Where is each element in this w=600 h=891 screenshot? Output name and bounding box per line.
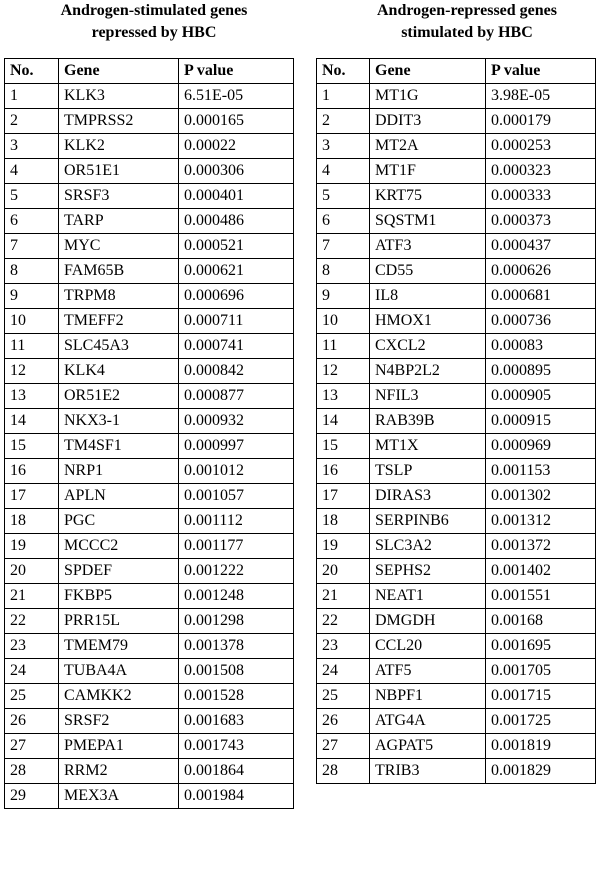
table-row xyxy=(317,409,596,434)
cell-gene: CXCL2 xyxy=(370,334,486,359)
cell-p-value: 0.000932 xyxy=(179,409,294,434)
cell-p-value: 0.000905 xyxy=(486,384,596,409)
cell-gene: ATG4A xyxy=(370,709,486,734)
table-row xyxy=(5,484,294,509)
table-row xyxy=(5,709,294,734)
cell-p-value: 0.001222 xyxy=(179,559,294,584)
cell-no: 14 xyxy=(5,409,59,434)
cell-gene: PRR15L xyxy=(59,609,179,634)
cell-no: 24 xyxy=(5,659,59,684)
cell-gene: TMEM79 xyxy=(59,634,179,659)
cell-p-value: 0.001057 xyxy=(179,484,294,509)
table-row xyxy=(5,459,294,484)
header-gene: Gene xyxy=(370,59,486,84)
cell-p-value: 0.000915 xyxy=(486,409,596,434)
table-row xyxy=(317,284,596,309)
header-p-value: P value xyxy=(179,59,294,84)
cell-p-value: 0.000997 xyxy=(179,434,294,459)
cell-gene: MT2A xyxy=(370,134,486,159)
cell-gene: CCL20 xyxy=(370,634,486,659)
left-title-line2: repressed by HBC xyxy=(91,24,217,41)
table-row xyxy=(317,259,596,284)
cell-p-value: 0.00022 xyxy=(179,134,294,159)
cell-gene: SRSF3 xyxy=(59,184,179,209)
cell-p-value: 0.001551 xyxy=(486,584,596,609)
cell-no: 11 xyxy=(317,334,370,359)
cell-p-value: 0.000306 xyxy=(179,159,294,184)
right-title-line1: Androgen-repressed genes xyxy=(377,2,557,19)
cell-p-value: 0.001695 xyxy=(486,634,596,659)
cell-p-value: 0.000736 xyxy=(486,309,596,334)
table-row xyxy=(5,159,294,184)
cell-gene: APLN xyxy=(59,484,179,509)
cell-p-value: 0.000741 xyxy=(179,334,294,359)
cell-gene: MCCC2 xyxy=(59,534,179,559)
cell-no: 19 xyxy=(5,534,59,559)
cell-gene: MT1F xyxy=(370,159,486,184)
cell-p-value: 0.000179 xyxy=(486,109,596,134)
cell-gene: KRT75 xyxy=(370,184,486,209)
header-no: No. xyxy=(5,59,59,84)
cell-p-value: 0.000401 xyxy=(179,184,294,209)
cell-no: 12 xyxy=(317,359,370,384)
table-row xyxy=(317,709,596,734)
left-table-title xyxy=(14,0,294,58)
cell-no: 4 xyxy=(5,159,59,184)
cell-p-value: 0.001302 xyxy=(486,484,596,509)
cell-gene: TMEFF2 xyxy=(59,309,179,334)
table-row xyxy=(5,109,294,134)
cell-gene: AGPAT5 xyxy=(370,734,486,759)
table-row xyxy=(5,609,294,634)
cell-gene: SERPINB6 xyxy=(370,509,486,534)
cell-no: 21 xyxy=(317,584,370,609)
table-row xyxy=(317,559,596,584)
cell-no: 25 xyxy=(5,684,59,709)
table-row xyxy=(317,84,596,109)
cell-gene: IL8 xyxy=(370,284,486,309)
cell-no: 17 xyxy=(317,484,370,509)
cell-no: 22 xyxy=(5,609,59,634)
cell-gene: CD55 xyxy=(370,259,486,284)
cell-gene: MEX3A xyxy=(59,784,179,809)
table-row xyxy=(317,209,596,234)
table-row xyxy=(317,634,596,659)
cell-p-value: 0.001248 xyxy=(179,584,294,609)
androgen-repressed-panel xyxy=(316,0,598,784)
cell-p-value: 0.001864 xyxy=(179,759,294,784)
cell-p-value: 0.001528 xyxy=(179,684,294,709)
table-row xyxy=(317,509,596,534)
cell-gene: SEPHS2 xyxy=(370,559,486,584)
table-row xyxy=(5,759,294,784)
table-row xyxy=(317,234,596,259)
cell-gene: SQSTM1 xyxy=(370,209,486,234)
table-row xyxy=(317,359,596,384)
header-row xyxy=(317,59,596,84)
header-row xyxy=(5,59,294,84)
cell-p-value: 0.000373 xyxy=(486,209,596,234)
table-row xyxy=(5,434,294,459)
cell-no: 25 xyxy=(317,684,370,709)
table-row xyxy=(317,609,596,634)
cell-gene: SLC45A3 xyxy=(59,334,179,359)
table-row xyxy=(5,234,294,259)
cell-p-value: 0.000437 xyxy=(486,234,596,259)
cell-no: 17 xyxy=(5,484,59,509)
cell-p-value: 0.001984 xyxy=(179,784,294,809)
cell-no: 8 xyxy=(317,259,370,284)
cell-gene: MYC xyxy=(59,234,179,259)
cell-p-value: 0.001508 xyxy=(179,659,294,684)
cell-p-value: 0.000969 xyxy=(486,434,596,459)
table-row xyxy=(5,334,294,359)
cell-no: 6 xyxy=(5,209,59,234)
cell-no: 29 xyxy=(5,784,59,809)
cell-gene: KLK4 xyxy=(59,359,179,384)
cell-p-value: 6.51E-05 xyxy=(179,84,294,109)
cell-no: 4 xyxy=(317,159,370,184)
cell-no: 23 xyxy=(317,634,370,659)
cell-gene: DIRAS3 xyxy=(370,484,486,509)
androgen-stimulated-table xyxy=(4,58,294,809)
cell-gene: TUBA4A xyxy=(59,659,179,684)
table-row xyxy=(317,659,596,684)
cell-no: 18 xyxy=(5,509,59,534)
table-row xyxy=(317,159,596,184)
cell-p-value: 0.001153 xyxy=(486,459,596,484)
cell-gene: SRSF2 xyxy=(59,709,179,734)
table-row xyxy=(5,259,294,284)
table-row xyxy=(5,559,294,584)
cell-no: 13 xyxy=(317,384,370,409)
left-title-line1: Androgen-stimulated genes xyxy=(60,2,248,19)
cell-p-value: 0.001312 xyxy=(486,509,596,534)
table-row xyxy=(5,284,294,309)
cell-no: 8 xyxy=(5,259,59,284)
cell-gene: NRP1 xyxy=(59,459,179,484)
cell-gene: NBPF1 xyxy=(370,684,486,709)
cell-no: 15 xyxy=(317,434,370,459)
left-table-body xyxy=(5,84,294,809)
cell-gene: MT1G xyxy=(370,84,486,109)
cell-p-value: 0.001829 xyxy=(486,759,596,784)
cell-gene: TARP xyxy=(59,209,179,234)
cell-gene: RAB39B xyxy=(370,409,486,434)
table-row xyxy=(317,484,596,509)
cell-no: 23 xyxy=(5,634,59,659)
table-row xyxy=(5,584,294,609)
cell-gene: ATF5 xyxy=(370,659,486,684)
table-row xyxy=(317,534,596,559)
cell-gene: TSLP xyxy=(370,459,486,484)
table-row xyxy=(5,534,294,559)
cell-p-value: 0.000253 xyxy=(486,134,596,159)
cell-no: 2 xyxy=(317,109,370,134)
cell-gene: HMOX1 xyxy=(370,309,486,334)
cell-p-value: 0.001012 xyxy=(179,459,294,484)
table-row xyxy=(5,409,294,434)
cell-gene: FKBP5 xyxy=(59,584,179,609)
cell-p-value: 0.000626 xyxy=(486,259,596,284)
cell-gene: TRIB3 xyxy=(370,759,486,784)
cell-no: 20 xyxy=(317,559,370,584)
cell-no: 14 xyxy=(317,409,370,434)
table-row xyxy=(5,784,294,809)
cell-gene: NKX3-1 xyxy=(59,409,179,434)
table-row xyxy=(5,134,294,159)
cell-p-value: 0.000333 xyxy=(486,184,596,209)
cell-p-value: 0.001177 xyxy=(179,534,294,559)
cell-no: 9 xyxy=(5,284,59,309)
cell-gene: CAMKK2 xyxy=(59,684,179,709)
cell-no: 19 xyxy=(317,534,370,559)
androgen-repressed-table xyxy=(316,58,596,784)
table-row xyxy=(317,334,596,359)
cell-gene: SLC3A2 xyxy=(370,534,486,559)
cell-gene: TRPM8 xyxy=(59,284,179,309)
table-row xyxy=(5,359,294,384)
table-row xyxy=(317,184,596,209)
header-gene: Gene xyxy=(59,59,179,84)
cell-p-value: 0.001378 xyxy=(179,634,294,659)
table-row xyxy=(317,759,596,784)
cell-gene: MT1X xyxy=(370,434,486,459)
cell-p-value: 0.00168 xyxy=(486,609,596,634)
androgen-stimulated-panel xyxy=(4,0,294,809)
cell-p-value: 0.001402 xyxy=(486,559,596,584)
cell-p-value: 0.000696 xyxy=(179,284,294,309)
cell-p-value: 0.000521 xyxy=(179,234,294,259)
cell-gene: FAM65B xyxy=(59,259,179,284)
table-row xyxy=(5,209,294,234)
table-row xyxy=(317,459,596,484)
cell-gene: OR51E1 xyxy=(59,159,179,184)
table-row xyxy=(317,434,596,459)
cell-gene: OR51E2 xyxy=(59,384,179,409)
table-row xyxy=(5,309,294,334)
cell-p-value: 0.000842 xyxy=(179,359,294,384)
cell-no: 15 xyxy=(5,434,59,459)
cell-no: 21 xyxy=(5,584,59,609)
cell-no: 16 xyxy=(5,459,59,484)
cell-no: 16 xyxy=(317,459,370,484)
cell-p-value: 0.000895 xyxy=(486,359,596,384)
cell-no: 9 xyxy=(317,284,370,309)
cell-no: 27 xyxy=(317,734,370,759)
cell-p-value: 0.000486 xyxy=(179,209,294,234)
cell-p-value: 0.001819 xyxy=(486,734,596,759)
table-row xyxy=(5,184,294,209)
cell-p-value: 0.000323 xyxy=(486,159,596,184)
cell-gene: KLK3 xyxy=(59,84,179,109)
cell-p-value: 3.98E-05 xyxy=(486,84,596,109)
cell-gene: ATF3 xyxy=(370,234,486,259)
cell-no: 3 xyxy=(5,134,59,159)
cell-gene: PGC xyxy=(59,509,179,534)
cell-no: 13 xyxy=(5,384,59,409)
cell-p-value: 0.001743 xyxy=(179,734,294,759)
cell-no: 18 xyxy=(317,509,370,534)
cell-no: 12 xyxy=(5,359,59,384)
cell-p-value: 0.001372 xyxy=(486,534,596,559)
cell-gene: KLK2 xyxy=(59,134,179,159)
cell-p-value: 0.000681 xyxy=(486,284,596,309)
cell-no: 20 xyxy=(5,559,59,584)
cell-no: 1 xyxy=(317,84,370,109)
table-row xyxy=(5,659,294,684)
cell-no: 24 xyxy=(317,659,370,684)
cell-gene: RRM2 xyxy=(59,759,179,784)
cell-p-value: 0.000621 xyxy=(179,259,294,284)
table-row xyxy=(317,309,596,334)
cell-p-value: 0.00083 xyxy=(486,334,596,359)
cell-no: 5 xyxy=(317,184,370,209)
right-table-body xyxy=(317,84,596,784)
cell-gene: SPDEF xyxy=(59,559,179,584)
cell-gene: DDIT3 xyxy=(370,109,486,134)
table-row xyxy=(317,109,596,134)
table-row xyxy=(317,134,596,159)
cell-no: 27 xyxy=(5,734,59,759)
right-table-title xyxy=(336,0,598,58)
header-p-value: P value xyxy=(486,59,596,84)
cell-no: 7 xyxy=(5,234,59,259)
cell-p-value: 0.001683 xyxy=(179,709,294,734)
cell-p-value: 0.001705 xyxy=(486,659,596,684)
cell-p-value: 0.000877 xyxy=(179,384,294,409)
cell-no: 7 xyxy=(317,234,370,259)
cell-no: 10 xyxy=(317,309,370,334)
cell-no: 3 xyxy=(317,134,370,159)
cell-gene: DMGDH xyxy=(370,609,486,634)
cell-p-value: 0.000711 xyxy=(179,309,294,334)
cell-no: 28 xyxy=(317,759,370,784)
cell-no: 26 xyxy=(317,709,370,734)
table-row xyxy=(317,684,596,709)
table-row xyxy=(317,734,596,759)
cell-gene: PMEPA1 xyxy=(59,734,179,759)
table-row xyxy=(5,509,294,534)
right-title-line2: stimulated by HBC xyxy=(401,24,533,41)
cell-gene: TMPRSS2 xyxy=(59,109,179,134)
cell-p-value: 0.000165 xyxy=(179,109,294,134)
cell-no: 5 xyxy=(5,184,59,209)
cell-gene: N4BP2L2 xyxy=(370,359,486,384)
cell-no: 10 xyxy=(5,309,59,334)
table-row xyxy=(5,84,294,109)
cell-gene: NFIL3 xyxy=(370,384,486,409)
cell-gene: NEAT1 xyxy=(370,584,486,609)
cell-no: 11 xyxy=(5,334,59,359)
table-row xyxy=(317,384,596,409)
header-no: No. xyxy=(317,59,370,84)
cell-no: 1 xyxy=(5,84,59,109)
table-row xyxy=(5,734,294,759)
cell-no: 6 xyxy=(317,209,370,234)
table-row xyxy=(5,384,294,409)
table-row xyxy=(5,634,294,659)
cell-p-value: 0.001298 xyxy=(179,609,294,634)
cell-gene: TM4SF1 xyxy=(59,434,179,459)
cell-no: 28 xyxy=(5,759,59,784)
cell-no: 22 xyxy=(317,609,370,634)
cell-p-value: 0.001715 xyxy=(486,684,596,709)
cell-p-value: 0.001725 xyxy=(486,709,596,734)
cell-no: 26 xyxy=(5,709,59,734)
table-row xyxy=(317,584,596,609)
cell-p-value: 0.001112 xyxy=(179,509,294,534)
table-row xyxy=(5,684,294,709)
cell-no: 2 xyxy=(5,109,59,134)
